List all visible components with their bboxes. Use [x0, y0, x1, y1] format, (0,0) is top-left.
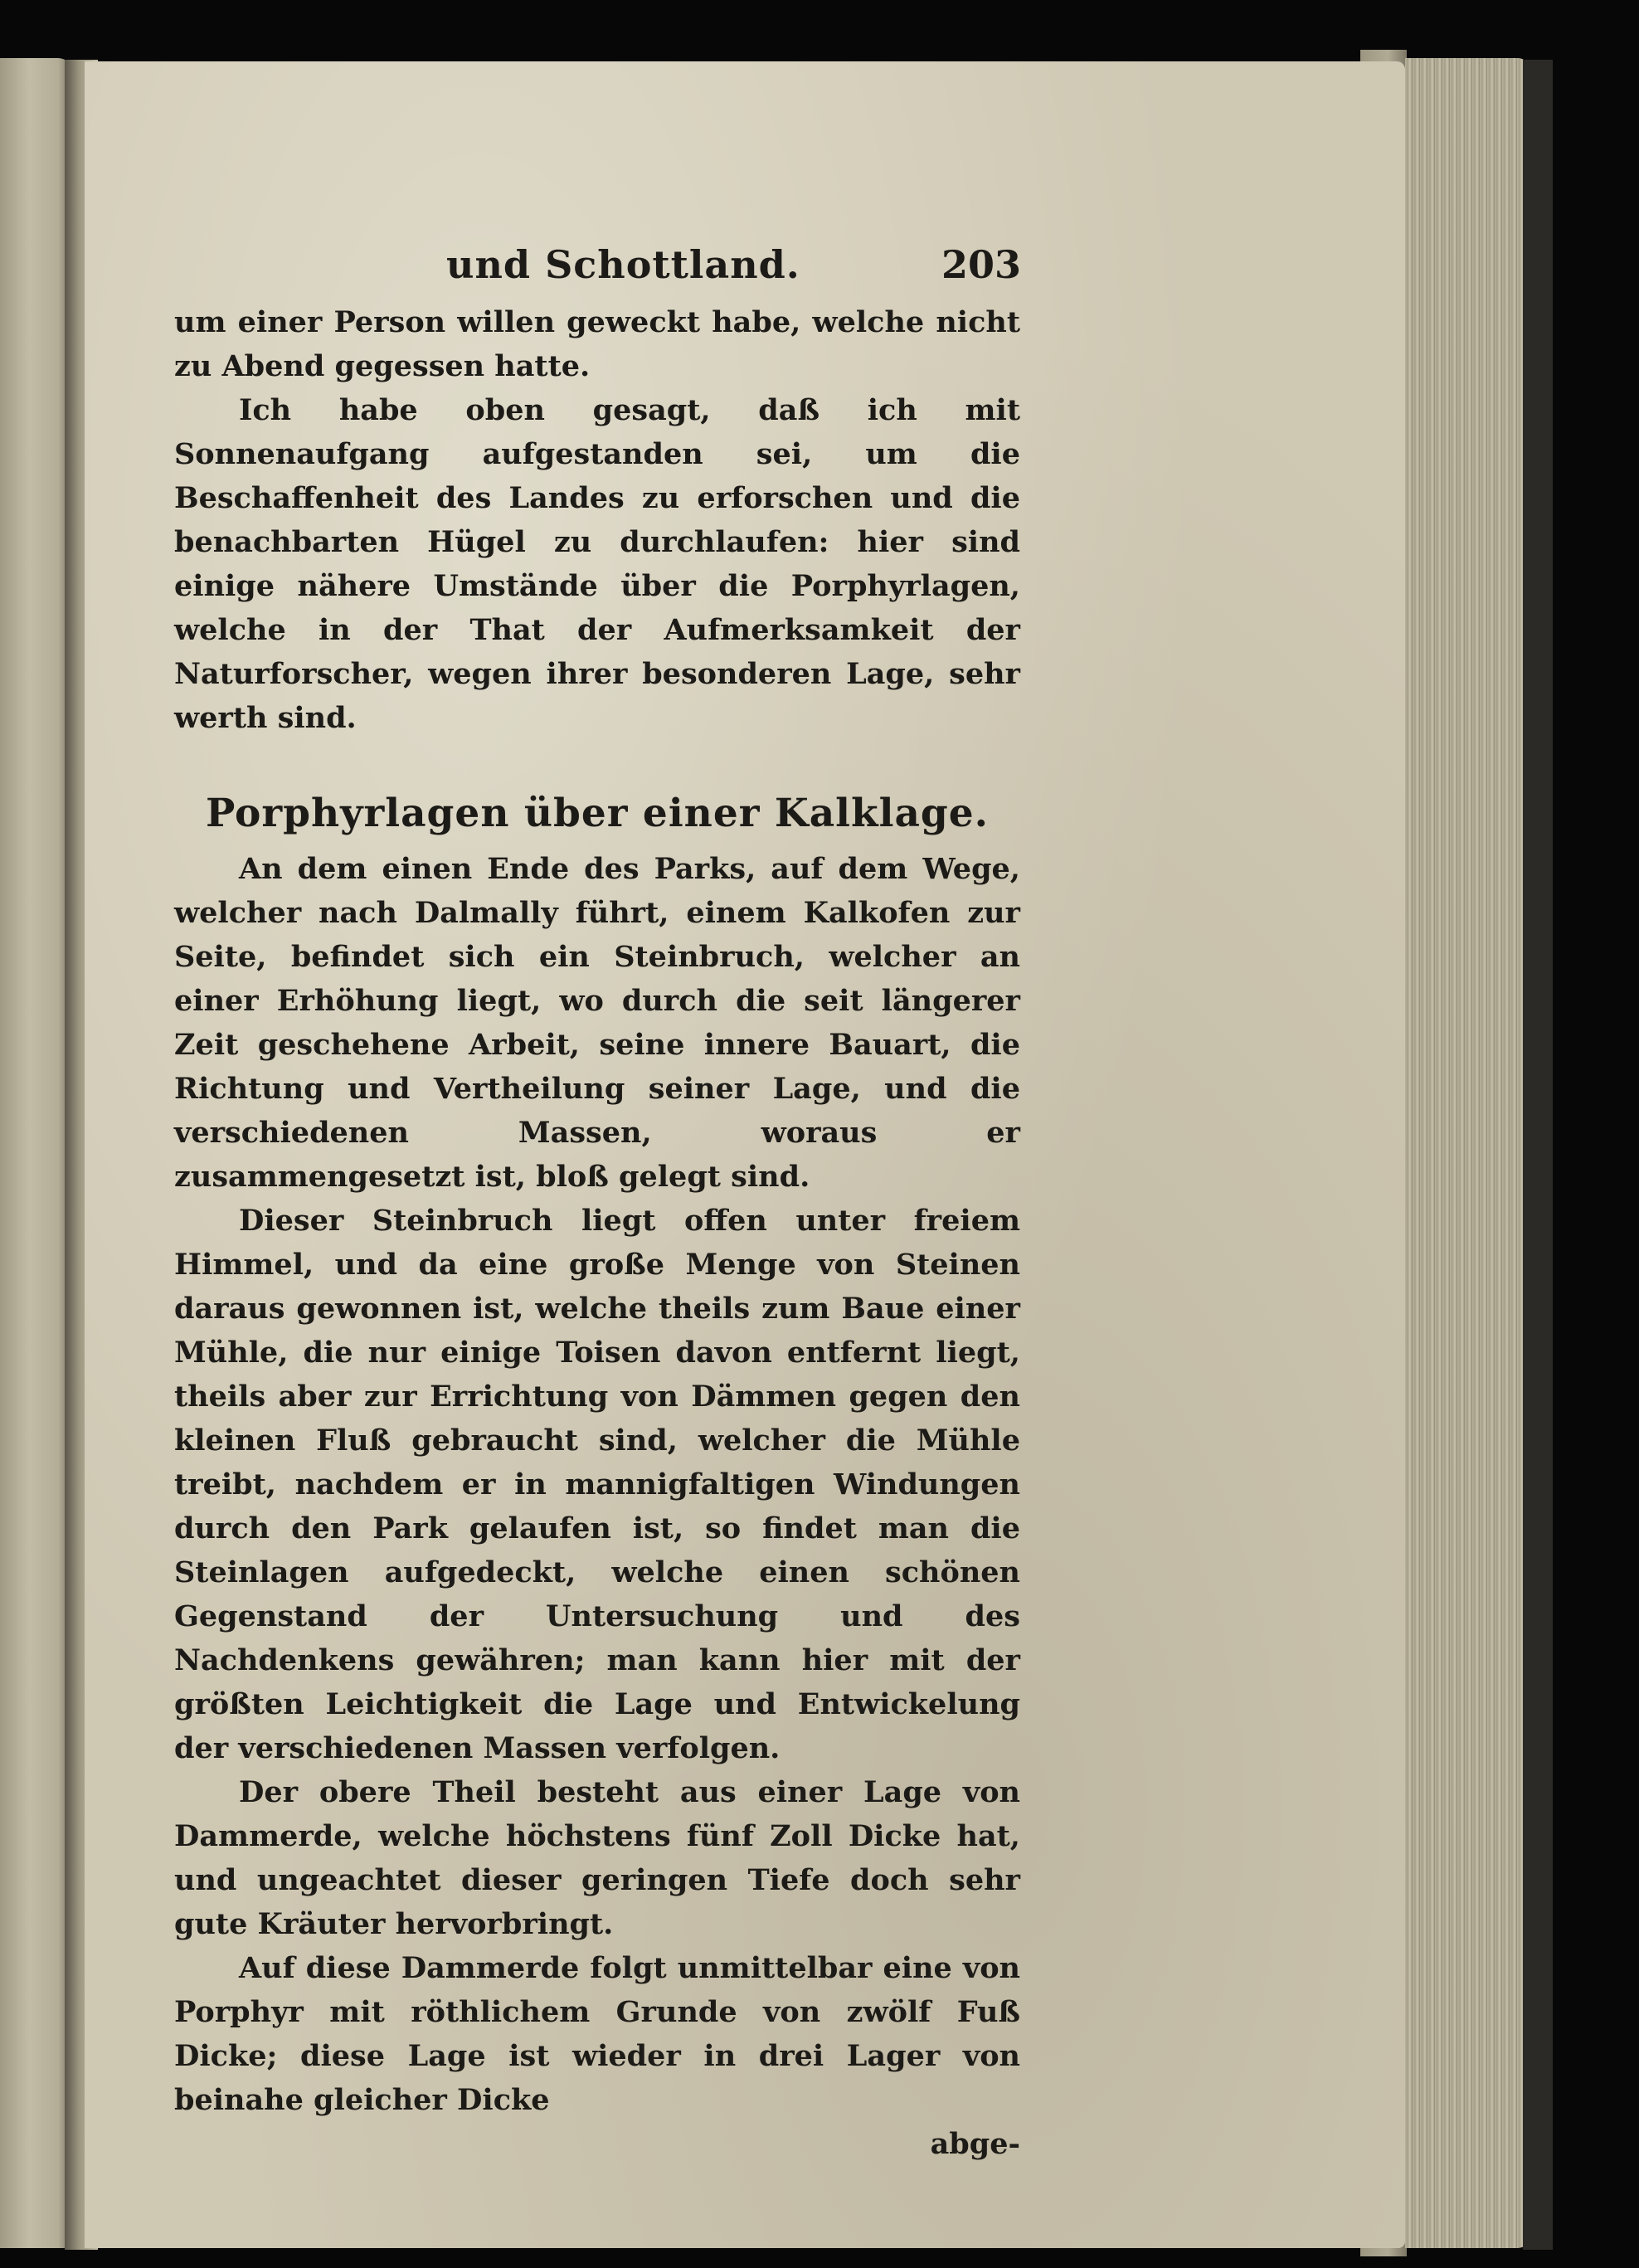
page-stack-edge [1405, 58, 1530, 2248]
paragraph: An dem einen Ende des Parks, auf dem Wege, welcher nach Dalmally führt, einem Kalkofen zur Seite, befindet sich ein Steinbruch, welcher an einer Erhöhung liegt, wo durch die seit längerer Zeit geschehene Arbeit, seine innere Bauart, die Richtung und Vertheilung seiner Lage, und die verschiedenen Massen, woraus er zusammengesetzt ist, bloß gelegt sind. [174, 852, 1020, 1194]
binding-shadow [1523, 60, 1553, 2250]
paragraph: Ich habe oben gesagt, daß ich mit Sonnenaufgang aufgestanden sei, um die Beschaffenheit des Landes zu erforschen und die benachbarten Hügel zu durchlaufen: hier sind einige nähere Umstände über die Porphyrlagen, welche in der That der Aufmerksamkeit der Naturforscher, wegen ihrer besonderen Lage, sehr werth sind. [174, 393, 1020, 735]
page-number: 203 [941, 242, 1022, 287]
body-text [174, 300, 1020, 2166]
page-header [174, 242, 1020, 300]
left-page-edge [0, 58, 73, 2248]
paragraph-continuation: um einer Person willen geweckt habe, welche nicht zu Abend gegessen hatte. [174, 305, 1020, 383]
running-head: und Schottland. [446, 242, 800, 287]
paragraph: Dieser Steinbruch liegt offen unter freiem Himmel, und da eine große Menge von Steinen daraus gewonnen ist, welche theils zum Baue einer Mühle, die nur einige Toisen davon entfernt liegt, theils aber zur Errichtung von Dämmen gegen den kleinen Fluß gebraucht sind, welcher die Mühle treibt, nachdem er in mannigfaltigen Windungen durch den Park gelaufen ist, so findet man die Steinlagen aufgedeckt, welche einen schönen Gegenstand der Untersuchung und des Nachdenkens gewähren; man kann hier mit der größten Leichtigkeit die Lage und Entwickelung der verschiedenen Massen verfolgen. [174, 1204, 1020, 1765]
paragraph: Auf diese Dammerde folgt unmittelbar eine von Porphyr mit röthlichem Grunde von zwölf Fuß Dicke; diese Lage ist wieder in drei Lager von beinahe gleicher Dicke [174, 1951, 1020, 2117]
section-heading: Porphyrlagen über einer Kalklage. [205, 791, 990, 836]
page-text-block [174, 242, 1020, 2166]
catchword: abge- [930, 2127, 1020, 2161]
paragraph: Der obere Theil besteht aus einer Lage von Dammerde, welche höchstens fünf Zoll Dicke hat, und ungeachtet dieser geringen Tiefe doch sehr gute Kräuter hervorbringt. [174, 1775, 1020, 1941]
